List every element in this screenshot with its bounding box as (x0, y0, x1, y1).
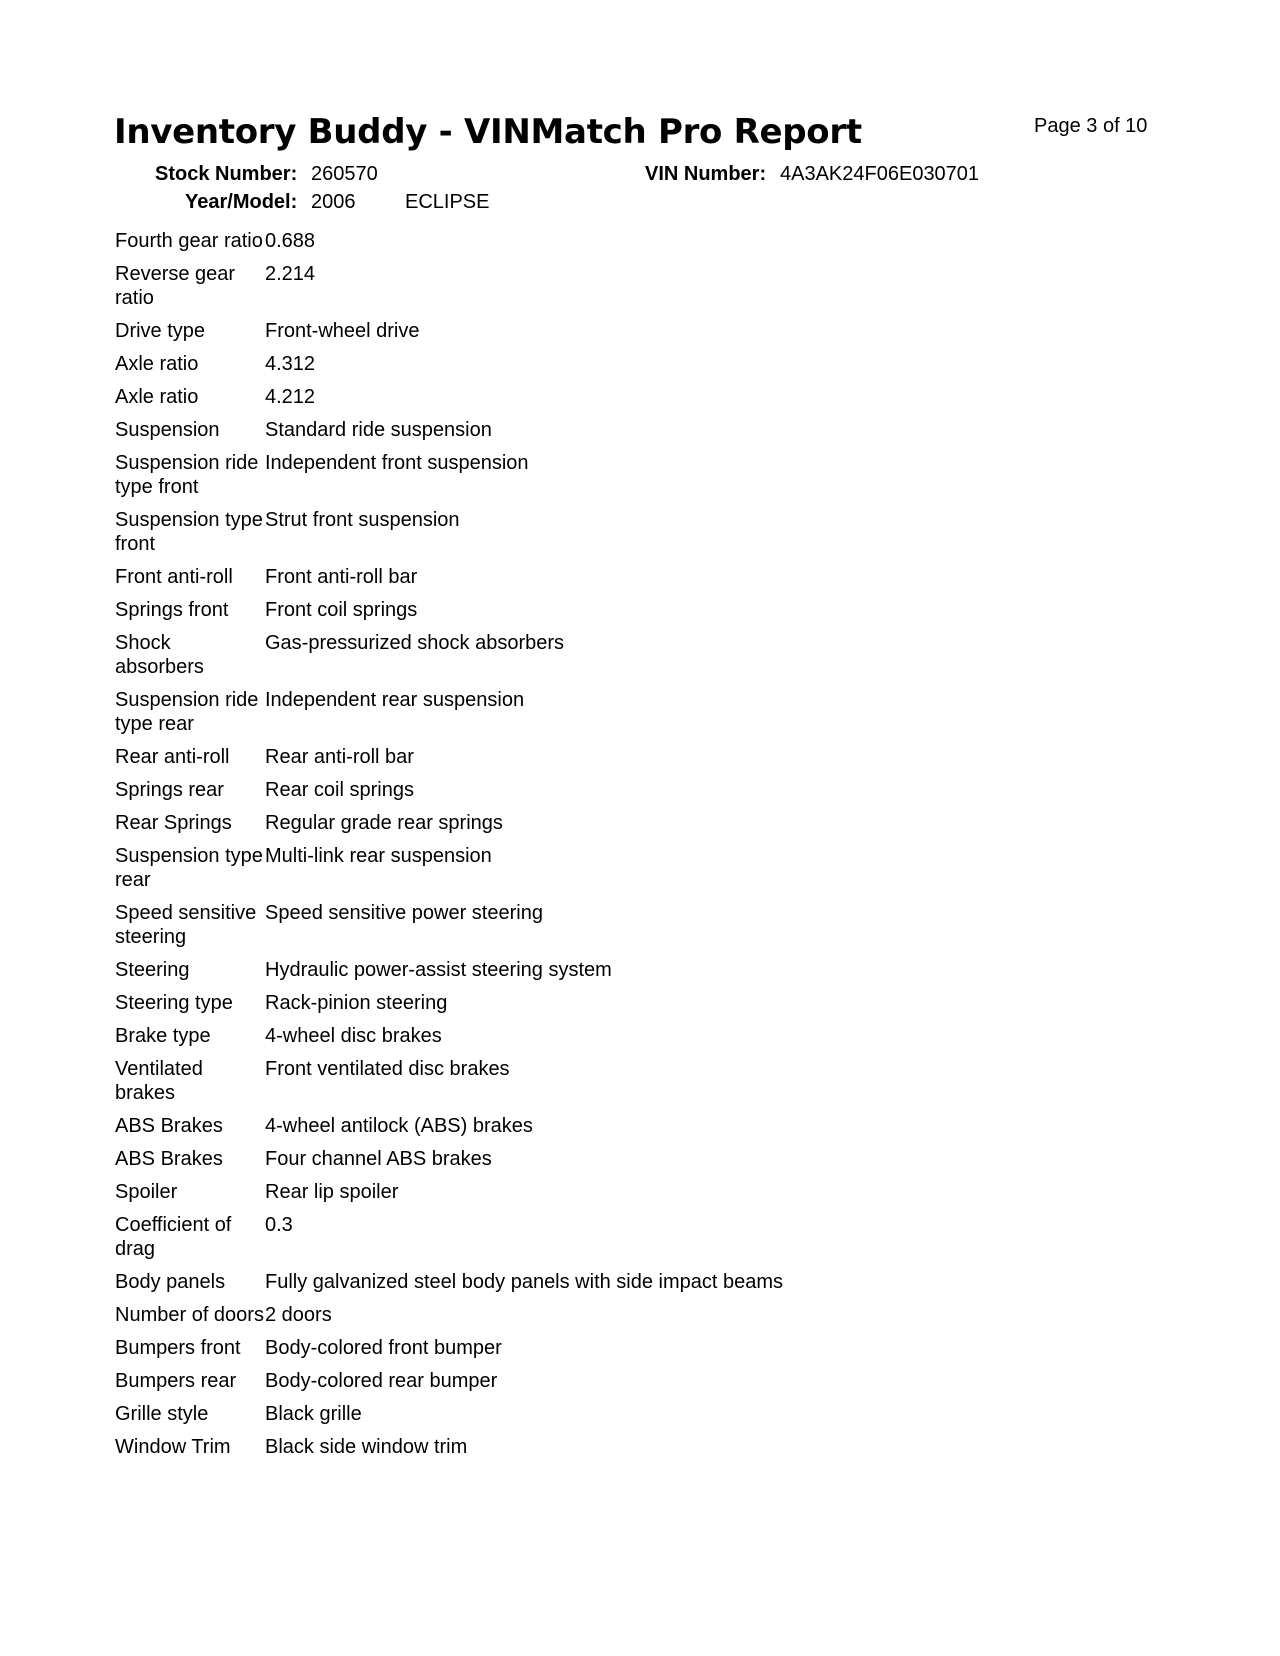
spec-row (115, 1402, 1065, 1435)
vin-number-label: VIN Number: (645, 163, 767, 185)
spec-row (115, 1336, 1065, 1369)
spec-label: Fourth gear ratio (115, 230, 263, 252)
spec-row (115, 1213, 1065, 1270)
spec-value: 4-wheel antilock (ABS) brakes (265, 1115, 533, 1137)
spec-label: Rear anti-roll (115, 746, 230, 768)
report-title: Inventory Buddy - VINMatch Pro Report (114, 112, 862, 152)
spec-value: Body-colored rear bumper (265, 1370, 498, 1392)
spec-value: Rear anti-roll bar (265, 746, 414, 768)
spec-label: Shock absorbers (115, 632, 204, 678)
spec-value: Front coil springs (265, 599, 418, 621)
spec-value: Independent front suspension (265, 452, 529, 474)
stock-number-value: 260570 (311, 163, 378, 185)
spec-value: 2.214 (265, 263, 316, 285)
spec-label: Number of doors (115, 1304, 264, 1326)
year-value: 2006 (311, 191, 356, 213)
spec-value: Front anti-roll bar (265, 566, 418, 588)
spec-value: Fully galvanized steel body panels with side impact beams (265, 1271, 784, 1293)
spec-label: Spoiler (115, 1181, 178, 1203)
spec-row (115, 1180, 1065, 1213)
spec-label: Suspension ride type rear (115, 689, 259, 735)
spec-value: Four channel ABS brakes (265, 1148, 492, 1170)
spec-row (115, 262, 1065, 319)
spec-row (115, 1270, 1065, 1303)
spec-table-body (115, 229, 1065, 1468)
spec-label: Speed sensitive steering (115, 902, 257, 948)
spec-label: Window Trim (115, 1436, 231, 1458)
spec-value: Black grille (265, 1403, 362, 1425)
spec-label: Drive type (115, 320, 206, 342)
spec-value: 4-wheel disc brakes (265, 1025, 442, 1047)
spec-label: Springs front (115, 599, 229, 621)
spec-value: 4.212 (265, 386, 316, 408)
spec-label: Suspension ride type front (115, 452, 259, 498)
spec-row (115, 1114, 1065, 1147)
spec-row (115, 565, 1065, 598)
spec-row (115, 385, 1065, 418)
spec-row (115, 1024, 1065, 1057)
vin-number-value: 4A3AK24F06E030701 (780, 163, 980, 185)
spec-label: ABS Brakes (115, 1115, 223, 1137)
spec-label: Bumpers front (115, 1337, 241, 1359)
spec-label: Rear Springs (115, 812, 232, 834)
spec-row (115, 508, 1065, 565)
spec-label: Front anti-roll (115, 566, 233, 588)
spec-row (115, 319, 1065, 352)
spec-label: Suspension (115, 419, 220, 441)
spec-row (115, 958, 1065, 991)
spec-value: Regular grade rear springs (265, 812, 503, 834)
spec-label: Coefficient of drag (115, 1214, 232, 1260)
spec-value: Gas-pressurized shock absorbers (265, 632, 565, 654)
spec-row (115, 418, 1065, 451)
spec-value: Body-colored front bumper (265, 1337, 502, 1359)
spec-row (115, 778, 1065, 811)
spec-value: 4.312 (265, 353, 316, 375)
spec-label: Bumpers rear (115, 1370, 237, 1392)
spec-row (115, 451, 1065, 508)
spec-label: Ventilated brakes (115, 1058, 203, 1104)
spec-label: Body panels (115, 1271, 226, 1293)
spec-row (115, 991, 1065, 1024)
spec-value: Strut front suspension (265, 509, 460, 531)
spec-label: Axle ratio (115, 386, 199, 408)
spec-row (115, 598, 1065, 631)
model-value: ECLIPSE (405, 191, 490, 213)
spec-row (115, 901, 1065, 958)
spec-row (115, 811, 1065, 844)
spec-label: Steering type (115, 992, 233, 1014)
spec-label: Brake type (115, 1025, 211, 1047)
spec-value: Hydraulic power-assist steering system (265, 959, 612, 981)
spec-value: Rear lip spoiler (265, 1181, 399, 1203)
spec-value: Standard ride suspension (265, 419, 492, 441)
spec-label: Suspension type rear (115, 845, 263, 891)
spec-value: 0.688 (265, 230, 316, 252)
spec-row (115, 631, 1065, 688)
spec-value: Black side window trim (265, 1436, 468, 1458)
spec-table (115, 229, 1065, 1468)
spec-value: Rear coil springs (265, 779, 414, 801)
stock-number-label: Stock Number: (155, 163, 298, 185)
spec-value: Front ventilated disc brakes (265, 1058, 510, 1080)
spec-row (115, 1435, 1065, 1468)
page-number: Page 3 of 10 (1034, 115, 1148, 137)
spec-label: Reverse gear ratio (115, 263, 236, 309)
spec-value: Rack-pinion steering (265, 992, 448, 1014)
spec-label: Springs rear (115, 779, 224, 801)
spec-row (115, 352, 1065, 385)
spec-label: Steering (115, 959, 190, 981)
year-model-label: Year/Model: (185, 191, 298, 213)
spec-value: 2 doors (265, 1304, 332, 1326)
spec-row (115, 1369, 1065, 1402)
spec-row (115, 229, 1065, 262)
spec-label: Axle ratio (115, 353, 199, 375)
spec-value: 0.3 (265, 1214, 293, 1236)
spec-label: ABS Brakes (115, 1148, 223, 1170)
spec-label: Grille style (115, 1403, 209, 1425)
spec-value: Independent rear suspension (265, 689, 525, 711)
spec-row (115, 1303, 1065, 1336)
spec-row (115, 844, 1065, 901)
spec-value: Front-wheel drive (265, 320, 420, 342)
spec-value: Speed sensitive power steering (265, 902, 543, 924)
spec-value: Multi-link rear suspension (265, 845, 492, 867)
spec-row (115, 688, 1065, 745)
spec-label: Suspension type front (115, 509, 263, 555)
spec-row (115, 1057, 1065, 1114)
spec-row (115, 745, 1065, 778)
spec-row (115, 1147, 1065, 1180)
